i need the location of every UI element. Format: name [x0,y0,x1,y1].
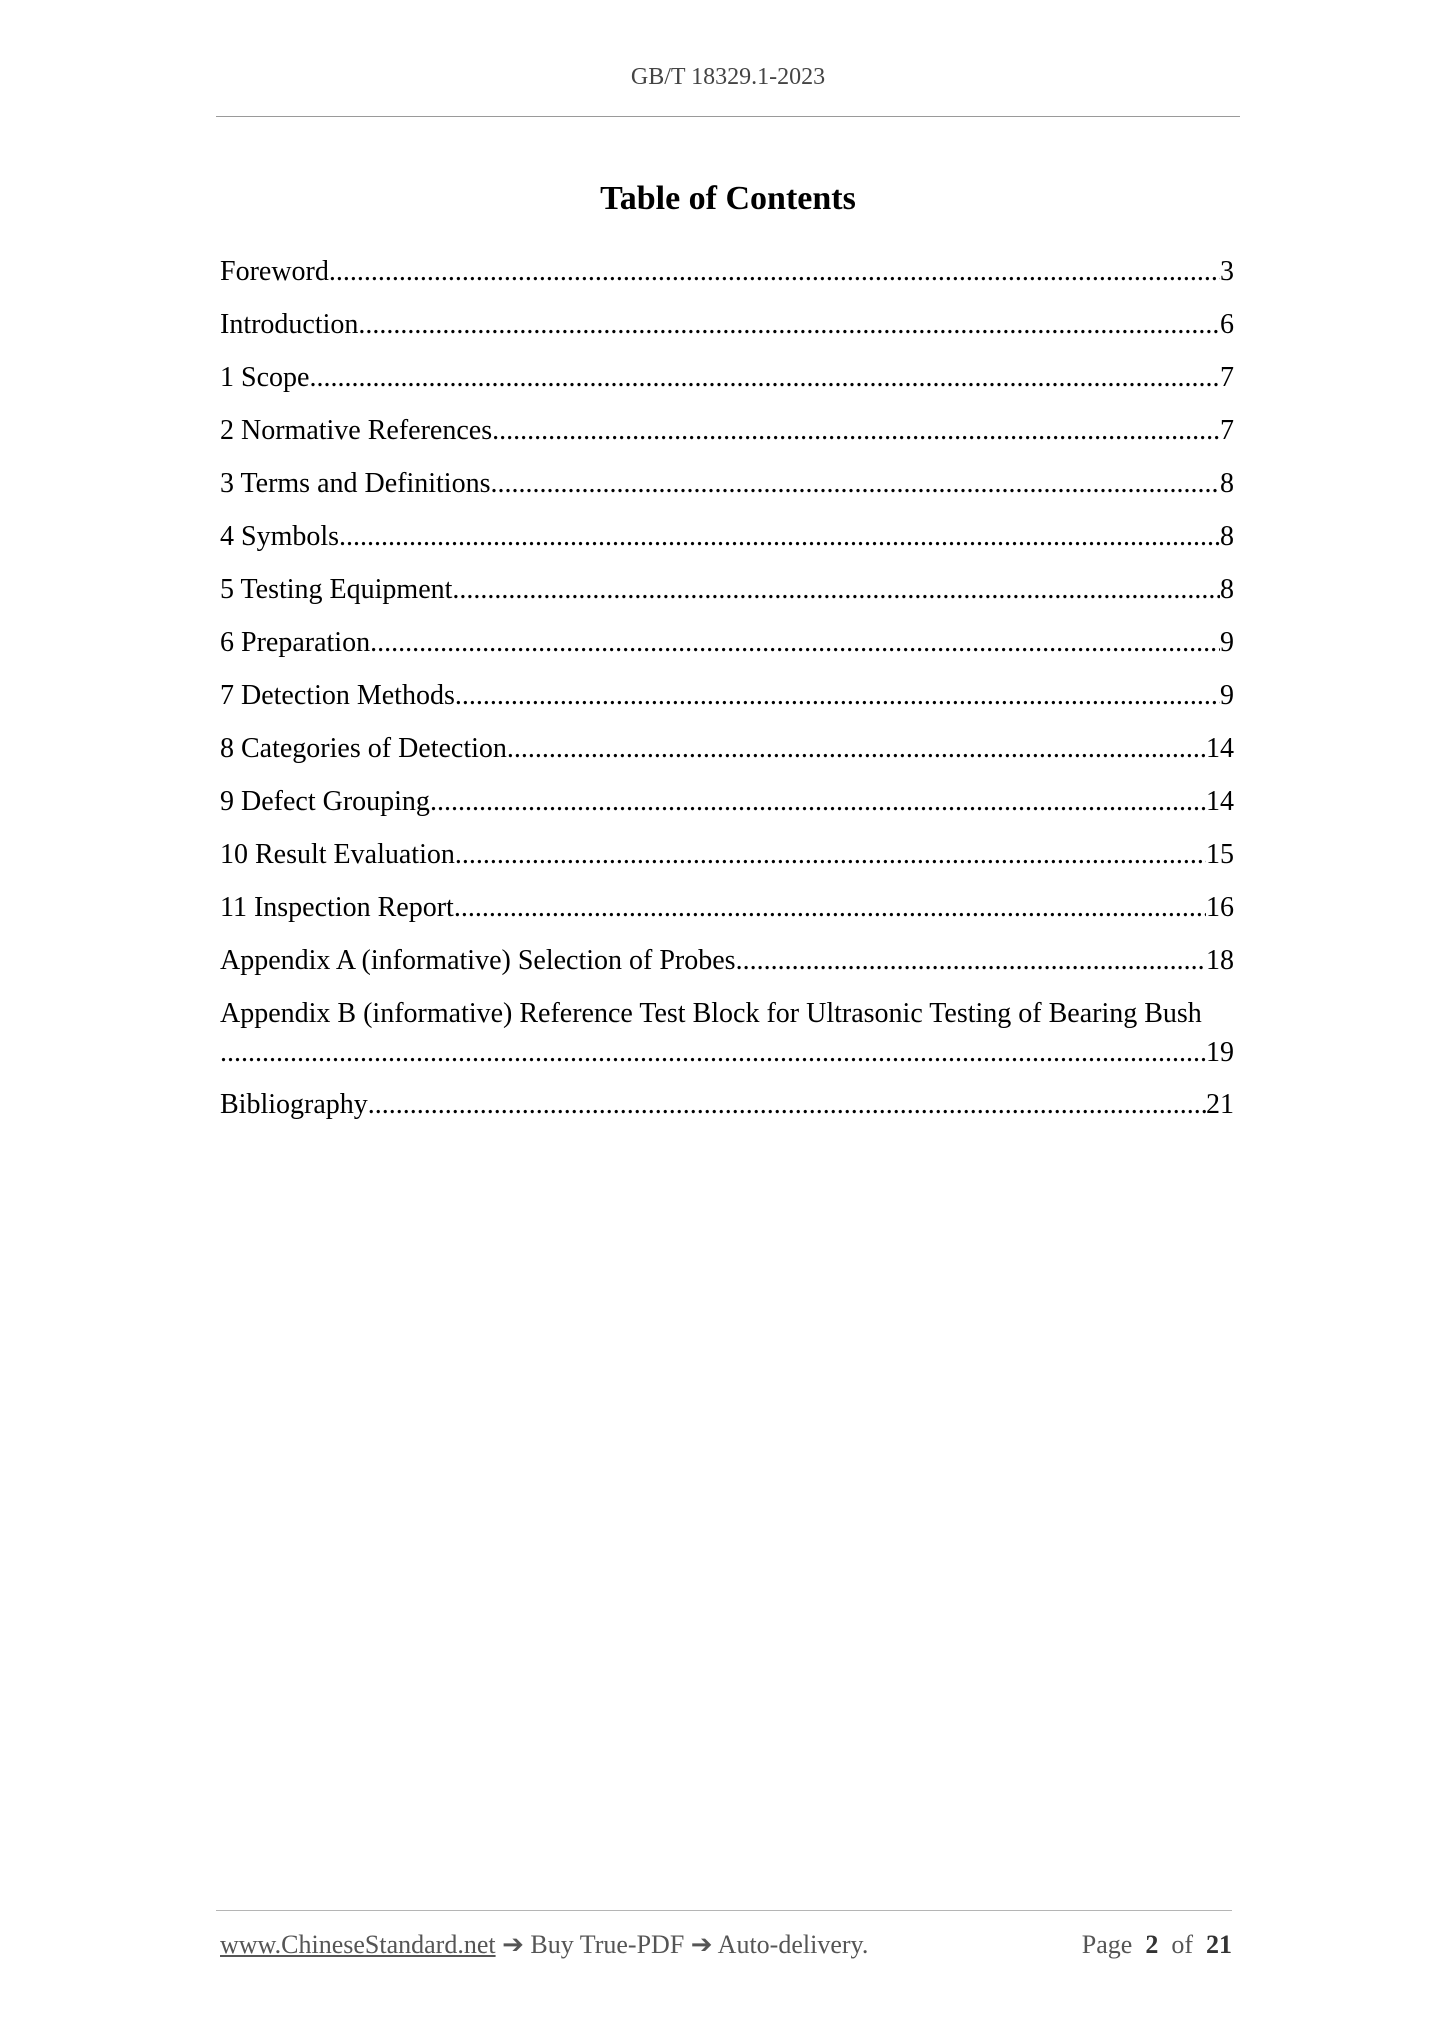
dot-leader [455,835,1206,875]
running-header: GB/T 18329.1-2023 [630,64,826,90]
toc-entry-label: 6 Preparation [220,627,371,658]
header-divider [216,116,1240,117]
toc-entry-appendix-a[interactable] [220,941,1234,994]
dot-leader [368,1085,1206,1125]
dot-leader [452,570,1220,610]
toc-entry-symbols[interactable] [220,517,1234,570]
toc-entry-page: 15 [1206,839,1234,870]
dot-leader [339,517,1220,557]
toc-entry-label: 1 Scope [220,362,310,393]
toc-entry-scope[interactable] [220,358,1234,411]
toc-entry-normative-references[interactable] [220,411,1234,464]
dot-leader [358,305,1220,345]
dot-leader [454,888,1206,928]
toc-entry-page: 8 [1220,574,1234,605]
toc-entry-label: 11 Inspection Report [220,892,454,923]
dot-leader [220,1034,1206,1072]
dot-leader [329,252,1220,292]
toc-entry-page: 7 [1220,415,1234,446]
toc-entry-label: 7 Detection Methods [220,680,455,711]
table-of-contents [220,252,1234,1138]
toc-entry-appendix-b[interactable] [220,994,1234,1085]
dot-leader [370,623,1220,663]
page-word: Page [1081,1930,1133,1959]
toc-entry-detection-methods[interactable] [220,676,1234,729]
toc-entry-page: 8 [1220,468,1234,499]
delivery-text: Auto-delivery. [717,1930,869,1959]
footer-promo [220,1930,868,1960]
toc-entry-label: 9 Defect Grouping [220,786,430,817]
toc-entry-label: 8 Categories of Detection [220,733,507,764]
toc-entry-bibliography[interactable] [220,1085,1234,1138]
toc-entry-label: Appendix A (informative) Selection of Probes [220,945,736,976]
toc-entry-page: 14 [1206,786,1234,817]
buy-text: Buy True-PDF [530,1930,685,1959]
toc-entry-introduction[interactable] [220,305,1234,358]
toc-entry-page: 9 [1220,627,1234,658]
toc-entry-label: Bibliography [220,1089,368,1120]
toc-title: Table of Contents [600,180,856,217]
page-footer [220,1930,1232,1960]
toc-entry-page: 7 [1220,362,1234,393]
toc-entry-page: 6 [1220,309,1234,340]
toc-entry-label: 2 Normative References [220,415,493,446]
toc-entry-label: 10 Result Evaluation [220,839,455,870]
toc-entry-label: 5 Testing Equipment [220,574,453,605]
dot-leader [309,358,1220,398]
toc-entry-page: 18 [1206,945,1234,976]
toc-entry-page: 8 [1220,521,1234,552]
toc-entry-label: Appendix B (informative) Reference Test Block for Ultrasonic Testing of Bearing Bush [220,998,1202,1029]
toc-entry-testing-equipment[interactable] [220,570,1234,623]
toc-entry-page: 19 [1206,1037,1234,1068]
arrow-right-icon: ➔ [502,1930,524,1959]
toc-entry-result-evaluation[interactable] [220,835,1234,888]
toc-entry-preparation[interactable] [220,623,1234,676]
page-number [1082,1930,1232,1960]
dot-leader [736,941,1206,981]
toc-entry-inspection-report[interactable] [220,888,1234,941]
toc-entry-page: 3 [1220,256,1234,287]
website-link[interactable]: www.ChineseStandard.net [220,1930,496,1959]
of-word: of [1171,1930,1193,1959]
dot-leader [507,729,1206,769]
toc-entry-label: Introduction [220,309,359,340]
dot-leader [492,411,1220,451]
dot-leader [430,782,1206,822]
arrow-right-icon: ➔ [690,1930,713,1959]
toc-entry-categories-detection[interactable] [220,729,1234,782]
total-pages: 21 [1206,1930,1232,1959]
dot-leader [490,464,1220,504]
toc-entry-label: 3 Terms and Definitions [220,468,491,499]
toc-entry-page: 21 [1206,1089,1234,1120]
toc-entry-terms-definitions[interactable] [220,464,1234,517]
toc-entry-foreword[interactable] [220,252,1234,305]
toc-entry-page: 9 [1220,680,1234,711]
toc-entry-label: 4 Symbols [220,521,340,552]
footer-divider [216,1910,1232,1911]
toc-entry-page: 14 [1206,733,1234,764]
dot-leader [455,676,1220,716]
toc-entry-defect-grouping[interactable] [220,782,1234,835]
toc-entry-label: Foreword [220,256,329,287]
current-page: 2 [1145,1930,1159,1959]
toc-entry-page: 16 [1206,892,1234,923]
